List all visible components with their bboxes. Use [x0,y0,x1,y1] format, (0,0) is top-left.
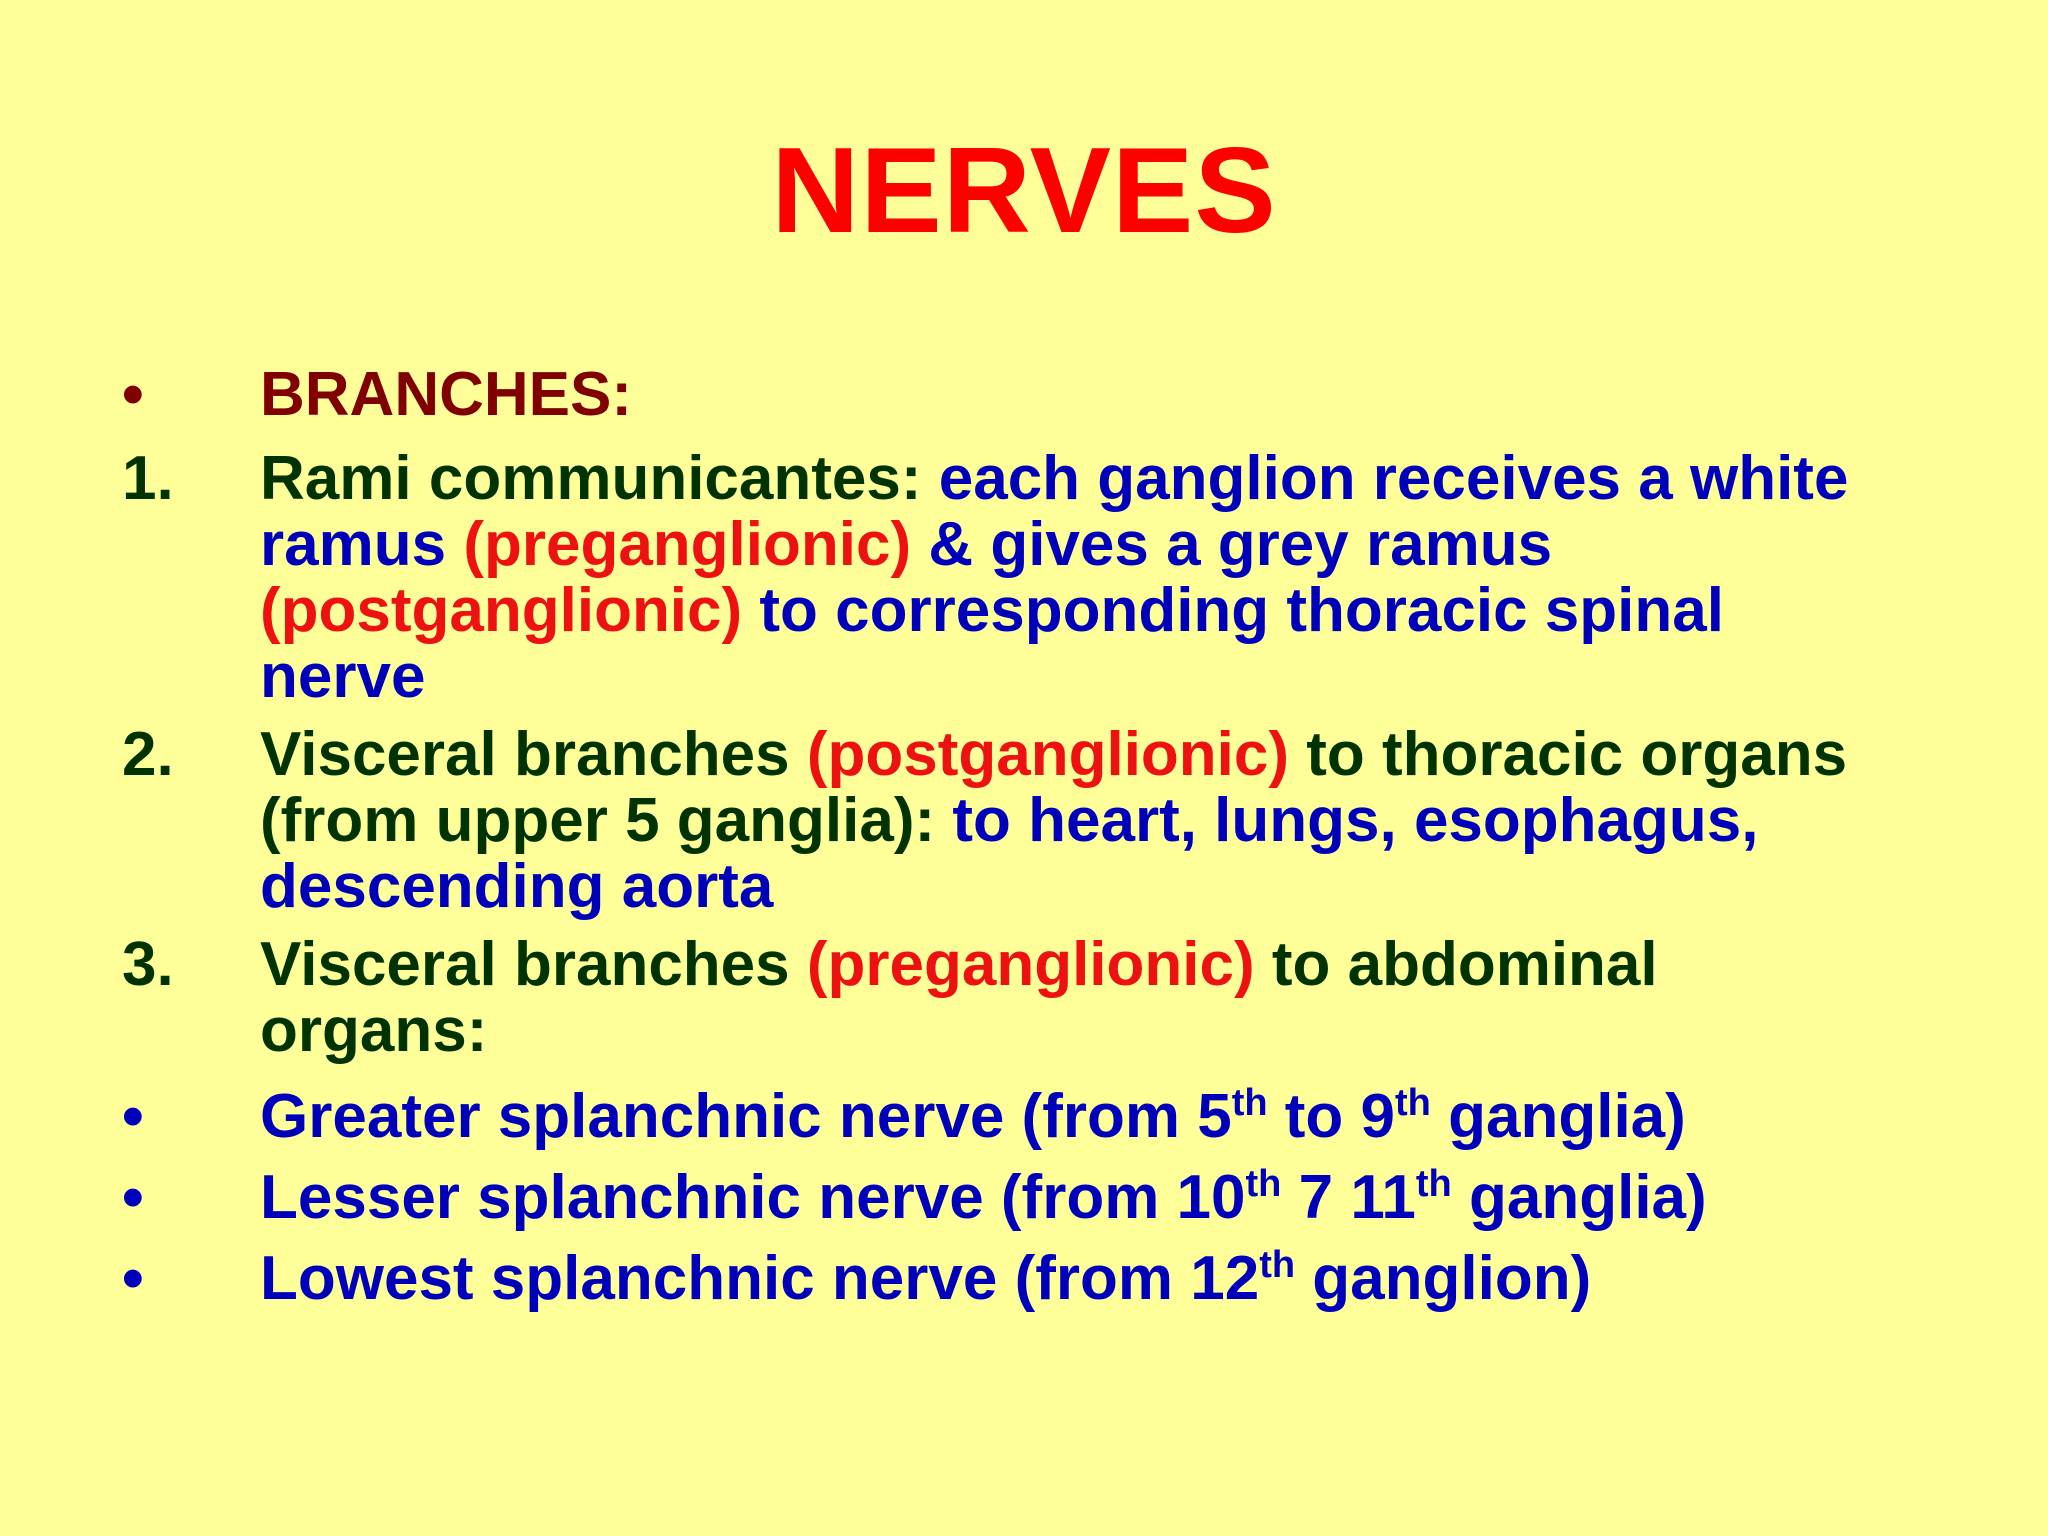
sub-bullet-text [260,1246,1900,1312]
sub-bullet-text [260,1084,1900,1150]
text-part: ganglia) [1430,1082,1686,1151]
text-part: Greater splanchnic nerve (from 5 [260,1082,1232,1151]
text-part: ganglion) [1295,1244,1592,1313]
text-part: 7 11 [1281,1163,1416,1232]
item-desc: to corresponding thoracic spinal nerve [260,576,1724,711]
sub-bullet-text [260,1165,1900,1231]
bullet-marker: • [122,1163,144,1232]
text-part: Lowest splanchnic nerve (from 12 [260,1244,1260,1313]
text-part: ganglia) [1451,1163,1707,1232]
item-qualifier: (postganglionic) [806,720,1290,789]
heading-text: BRANCHES: [260,360,632,429]
item-text [260,446,1900,710]
item-text [260,932,1900,1064]
item-desc: & gives a grey ramus [911,510,1553,579]
item-label: Visceral branches [260,930,807,999]
text-part: Lesser splanchnic nerve (from 10 [260,1163,1246,1232]
superscript: th [1231,1082,1268,1124]
text-part: to 9 [1267,1082,1396,1151]
superscript: th [1245,1163,1282,1205]
item-label: to abdominal organs: [260,930,1658,1065]
item-qualifier: (preganglionic) [463,510,912,579]
superscript: th [1259,1244,1296,1286]
slide-title: NERVES [771,122,1277,258]
bullet-marker: • [122,1082,144,1151]
item-label: Visceral branches [260,720,807,789]
item-number: 1. [122,444,174,513]
item-desc: each ganglion receives a white ramus [260,444,1849,579]
bullet-marker: • [122,360,144,429]
item-desc: to heart, lungs, esophagus, descending aorta [260,786,1759,921]
item-label: Rami communicantes: [260,444,939,513]
item-number: 2. [122,720,174,789]
item-label: to thoracic organs (from upper 5 ganglia): [260,720,1848,855]
bullet-marker: • [122,1244,144,1313]
superscript: th [1395,1082,1431,1124]
item-text [260,722,1900,920]
item-number: 3. [122,930,174,999]
superscript: th [1415,1163,1452,1205]
item-qualifier: (preganglionic) [806,930,1255,999]
item-qualifier: (postganglionic) [260,576,743,645]
